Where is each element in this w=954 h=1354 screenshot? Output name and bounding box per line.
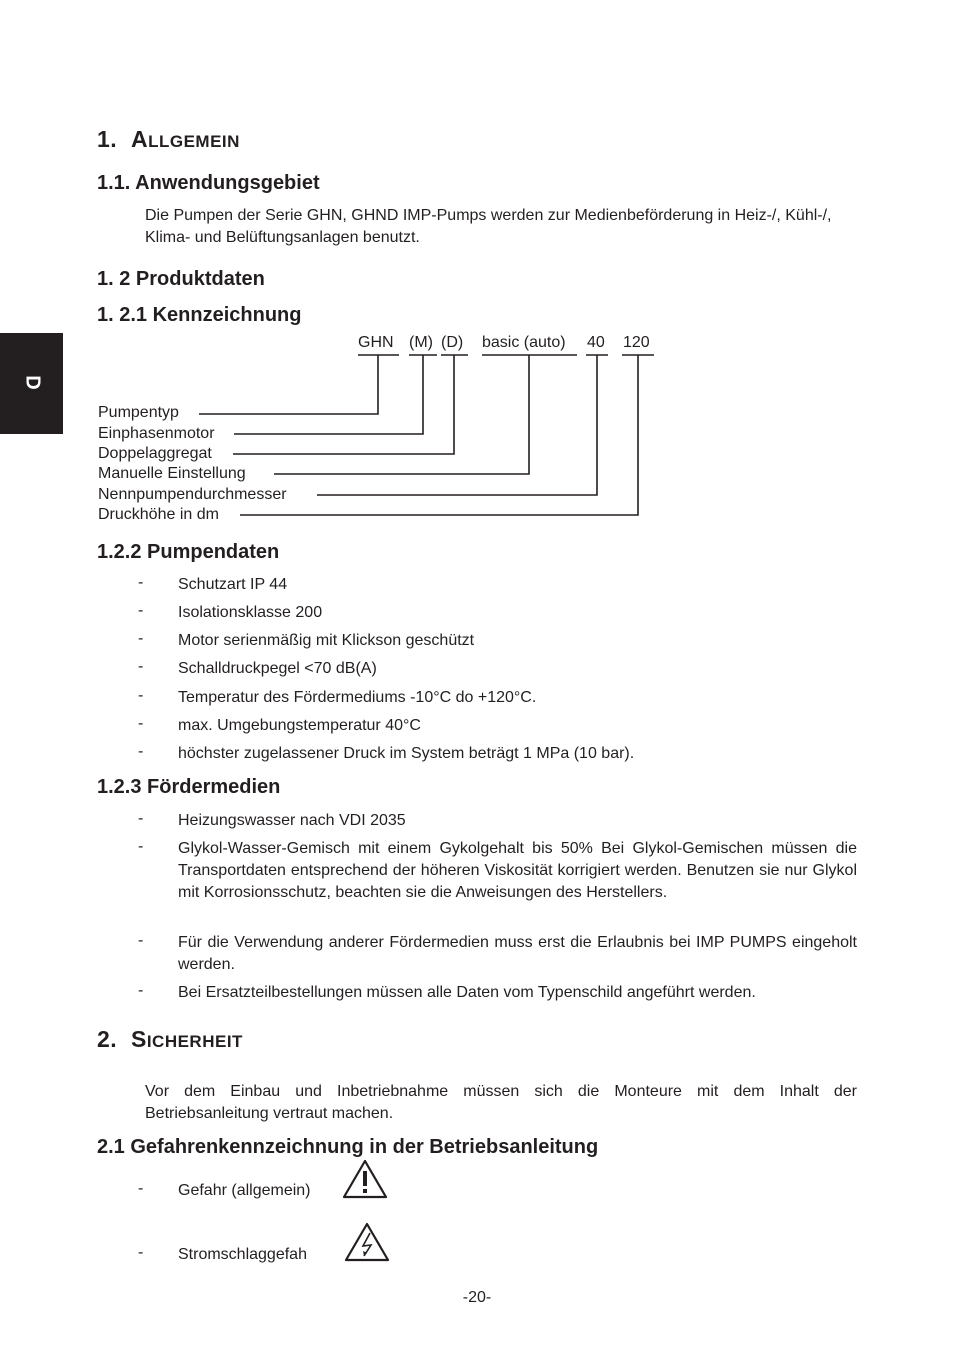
section-2-initial: S (130, 1026, 147, 1052)
list-dash: - (138, 982, 144, 999)
label-pumpentyp: Pumpentyp (98, 404, 179, 421)
list-dash: - (138, 630, 144, 647)
list-dash: - (138, 932, 144, 949)
list-dash: - (138, 658, 144, 675)
list-item: Bei Ersatzteilbestellungen müssen alle Daten vom Typenschild angeführt werden. (178, 984, 756, 1001)
list-item: Isolationsklasse 200 (178, 604, 323, 621)
list-item: max. Umgebungstemperatur 40°C (178, 717, 421, 734)
list-dash: - (138, 810, 144, 827)
list-dash: - (138, 1244, 144, 1261)
list-item: Temperatur des Fördermediums -10°C do +120°C. (178, 689, 537, 706)
list-item: Motor serienmäßig mit Klickson geschützt (178, 632, 475, 649)
connector-einphasenmotor (234, 355, 423, 434)
list-item: Für die Verwendung anderer Fördermedien muss erst die Erlaubnis bei IMP PUMPS eingeholt werden. (178, 934, 857, 973)
section-1-1-heading: 1.1. Anwendungsgebiet (97, 172, 320, 194)
code-m: (M) (409, 334, 433, 351)
label-nennpumpendurchmesser: Nennpumpendurchmesser (98, 486, 287, 503)
code-d: (D) (441, 334, 464, 351)
code-40: 40 (587, 334, 605, 351)
section-1-2-heading: 1. 2 Produktdaten (97, 268, 265, 290)
page-number: -20- (462, 1289, 492, 1306)
section-2-heading (97, 1026, 243, 1053)
section-1-2-1-heading: 1. 2.1 Kennzeichnung (97, 304, 302, 326)
section-1-2-2-heading: 1.2.2 Pumpendaten (97, 541, 280, 563)
connector-druckhoehe (240, 355, 638, 515)
list-item: höchster zugelassener Druck im System beträgt 1 MPa (10 bar). (178, 745, 635, 762)
section-1-number: 1. (97, 126, 118, 152)
connector-pumpentyp (199, 355, 378, 414)
section-2-number: 2. (97, 1026, 118, 1052)
section-1-rest: LLGEMEIN (148, 132, 240, 151)
list-item: Schalldruckpegel <70 dB(A) (178, 660, 377, 677)
code-ghn: GHN (358, 334, 394, 351)
label-druckhoehe: Druckhöhe in dm (98, 506, 219, 523)
general-warning-icon (342, 1158, 388, 1200)
section-2-1-heading: 2.1 Gefahrenkennzeichnung in der Betriebsanleitung (97, 1136, 599, 1158)
connector-doppelaggregat (233, 355, 454, 454)
section-1-initial: A (130, 126, 149, 152)
section-1-2-3-heading: 1.2.3 Fördermedien (97, 776, 281, 798)
language-tab-label: D (21, 375, 44, 390)
list-item: Glykol-Wasser-Gemisch mit einem Gykolgehalt bis 50% Bei Glykol-Gemischen müssen die Transportdaten entsprechend der höheren Viskosität korrigiert werden. Benutzen sie nur Glykol mit Korrosionsschutz, beachten sie die Anweisungen des Herstellers. (178, 840, 857, 901)
list-dash: - (138, 602, 144, 619)
list-item: Stromschlaggefah (178, 1246, 307, 1263)
code-basic-auto: basic (auto) (482, 334, 566, 351)
label-manuelle-einstellung: Manuelle Einstellung (98, 465, 246, 482)
label-einphasenmotor: Einphasenmotor (98, 425, 215, 442)
list-dash: - (138, 1180, 144, 1197)
list-dash: - (138, 743, 144, 760)
list-dash: - (138, 574, 144, 591)
list-item: Gefahr (allgemein) (178, 1182, 311, 1199)
electric-shock-warning-icon (344, 1221, 390, 1263)
section-1-1-text: Die Pumpen der Serie GHN, GHND IMP-Pumps werden zur Medienbeförderung in Heiz-/, Kühl-/, Klima- und Belüftungsanlagen benutzt. (145, 207, 832, 246)
list-item: Heizungswasser nach VDI 2035 (178, 812, 406, 829)
list-item: Schutzart IP 44 (178, 576, 288, 593)
list-dash: - (138, 687, 144, 704)
section-2-text: Vor dem Einbau und Inbetriebnahme müssen sich die Monteure mit dem Inhalt der Betriebsanleitung vertraut machen. (145, 1083, 857, 1122)
section-2-rest: ICHERHEIT (146, 1032, 243, 1051)
list-dash: - (138, 715, 144, 732)
list-dash: - (138, 838, 144, 855)
label-doppelaggregat: Doppelaggregat (98, 445, 212, 462)
code-120: 120 (623, 334, 650, 351)
